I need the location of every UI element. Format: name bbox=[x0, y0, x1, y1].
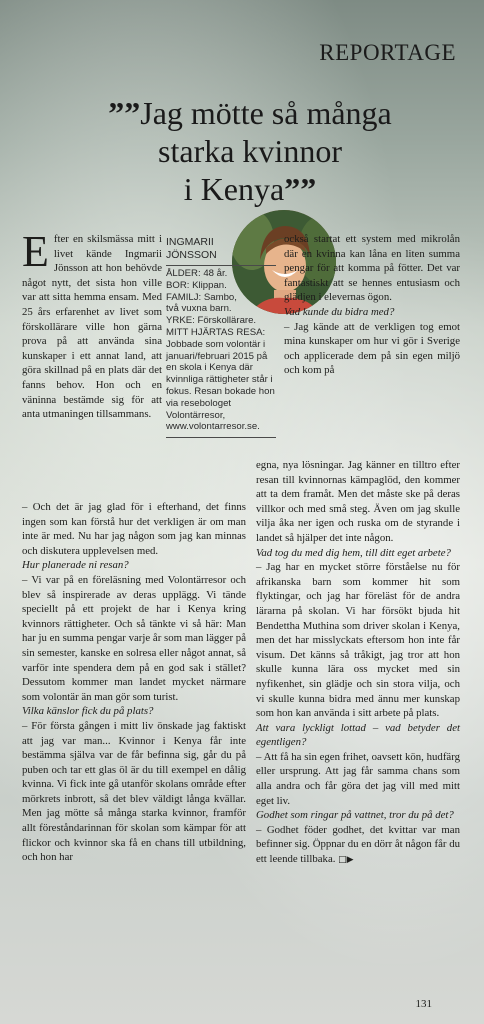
col2-top-answer: – Jag kände att de verkligen tog emot mina kunskaper om hur vi gör i Sverige och applicerade dem på sin egen miljö och kom på bbox=[284, 320, 460, 377]
close-quote: ” bbox=[284, 171, 301, 207]
question-take-home: Vad tog du med dig hem, till ditt eget arbete? bbox=[256, 546, 451, 559]
body-col2-bottom bbox=[256, 458, 460, 868]
trip-label-1: MITT HJÄRTAS bbox=[166, 326, 234, 338]
open-quote-2: ” bbox=[124, 95, 141, 131]
question-planning: Hur planerade ni resan? bbox=[22, 559, 129, 572]
profile-trip-label bbox=[166, 327, 276, 339]
open-quote: ” bbox=[108, 95, 125, 131]
question-feelings: Vilka känslor fick du på plats? bbox=[22, 705, 154, 718]
profile-name bbox=[166, 236, 276, 266]
headline-line-2: starka kvinnor bbox=[158, 133, 342, 169]
col1-para-3: – För första gången i mitt liv önskade jag faktiskt att jag var man... Kvinnor i Kenya får inte bestämma själva var de får befinna sig, går du på puben och tar ett glas öl är du till exempel en dålig kvinna. Vi fick inte gå utanför skolans område efter mörkrets inbrott, så det blev väldigt långa kvällar. Men jag mötte så många starka kvinnor, framför allt föreståndarinnan för skolan som kämpar för att flickor och kvinnor ska få en chans till utbildning, och hon har bbox=[22, 719, 246, 864]
section-label: REPORTAGE bbox=[319, 40, 456, 65]
col1-para-2: – Vi var på en föreläsning med Volontärresor och blev så inspirerade av deras upplägg. Vi tände speciellt på ett projekt de har i Kenya kring kvinnors rättigheter. Och så tänkte vi så här: Man har ju en summa pengar varje år som man lägger på sin semester, kanske en solresa eller något annat, så varför inte spendera dem på en god sak i stället? Dessutom kommer man landet mycket närmare som volontär än man gör som turist. bbox=[22, 573, 246, 703]
col1-para-1: – Och det är jag glad för i efterhand, det finns ingen som kan förstå hur det verkligen är om man inte är med. Nu har jag någon som jag kan minnas och diskutera upplevelsen med. bbox=[22, 501, 246, 557]
profile-age: ÅLDER: 48 år. bbox=[166, 268, 228, 279]
col2-para-1: egna, nya lösningar. Jag känner en tilltro efter resan till kvinnornas kämpaglöd, den kommer att ta dem framåt. Men det måste ske på deras villkor och med små steg. Även om jag skulle vilja åka ner igen och ruska om de styrande i landet så hjälper det inte någon. bbox=[256, 459, 460, 544]
close-quote-2: ” bbox=[300, 171, 317, 207]
profile-family-1: FAMILJ: Sambo, bbox=[166, 291, 237, 303]
col2-para-4-text: – Godhet föder godhet, det kvittar var man befinner sig. Öppnar du en dörr åt någon får du ett leende tillbaka. bbox=[256, 823, 460, 866]
profile-family-2: två vuxna barn. bbox=[166, 303, 232, 315]
intro-text: fter en skilsmässa mitt i livet kände Ingmarii Jönsson att hon behövde något nytt, det sista hon ville var att sitta hemma ensam. Med 25 års erfarenhet av livet som förskollärare ville hon gärna prova på att använda sina kunskaper i ett annat land, att göra skillnad på en plats där det fanns behov. Hon och en väninna bestämde sig för att anta utmaningen tillsammans. bbox=[22, 233, 162, 421]
question-lucky: Att vara lyckligt lottad – vad betyder det egentligen? bbox=[256, 721, 460, 749]
end-mark-icon: □▶ bbox=[338, 855, 354, 866]
headline-line-3: i Kenya bbox=[183, 171, 285, 207]
drop-cap: E bbox=[22, 227, 49, 276]
page-number: 131 bbox=[415, 998, 432, 1010]
body-col1-top bbox=[22, 227, 162, 422]
col2-top-text: också startat ett system med mikrolån där en kvinna kan låna en liten summa pengar för att komma på fötter. Det var fantastiskt att se hennes entusiasm och glädjen i elevernas ögon. bbox=[284, 233, 460, 304]
body-col1-bottom bbox=[22, 500, 246, 865]
profile-trip-text: Jobbade som volontär i januari/februari 2015 på en skola i Kenya där kvinnliga rättigheter står i fokus. Resan bokade hon via resebologet Volontärresor, www.volontarresor.se. bbox=[166, 338, 275, 433]
profile-infobox bbox=[166, 236, 276, 438]
body-col2-top bbox=[284, 232, 460, 378]
profile-job: YRKE: Förskollärare. bbox=[166, 315, 257, 327]
col2-para-2: – Jag har en mycket större förståelse nu för afrikanska barn som kommer hit som flyktingar, och jag har föreläst för de andra lärarna på skolan. Vi har försökt bjuda hit Bendettha Muthina som driver skolan i Kenya, men det har misslyckats eftersom hon inte får visum. Det känns så tråkigt, jag tror att hon skulle kunna lära oss mycket med sin nyfikenhet, sin glädje och sin stora vilja, och vi skulle kunna bidra med ännu mer kunskap som hon kan använda i sitt arbete på plats. bbox=[256, 561, 460, 720]
question-contribute: Vad kunde du bidra med? bbox=[284, 305, 395, 318]
col2-para-4 bbox=[256, 823, 460, 868]
headline-line-1: Jag mötte så många bbox=[140, 95, 392, 131]
headline bbox=[40, 94, 460, 208]
trip-label-2: RESA: bbox=[236, 326, 266, 338]
profile-last-name: JÖNSSON bbox=[166, 249, 217, 261]
question-kindness: Godhet som ringar på vattnet, tror du på det? bbox=[256, 809, 454, 822]
profile-first-name: INGMARII bbox=[166, 236, 214, 248]
col2-para-3: – Att få ha sin egen frihet, oavsett kön, hudfärg eller ursprung. Att jag får samma chans som alla andra och får göra det jag vill med mitt eget liv. bbox=[256, 750, 460, 807]
profile-lives: BOR: Klippan. bbox=[166, 279, 227, 291]
